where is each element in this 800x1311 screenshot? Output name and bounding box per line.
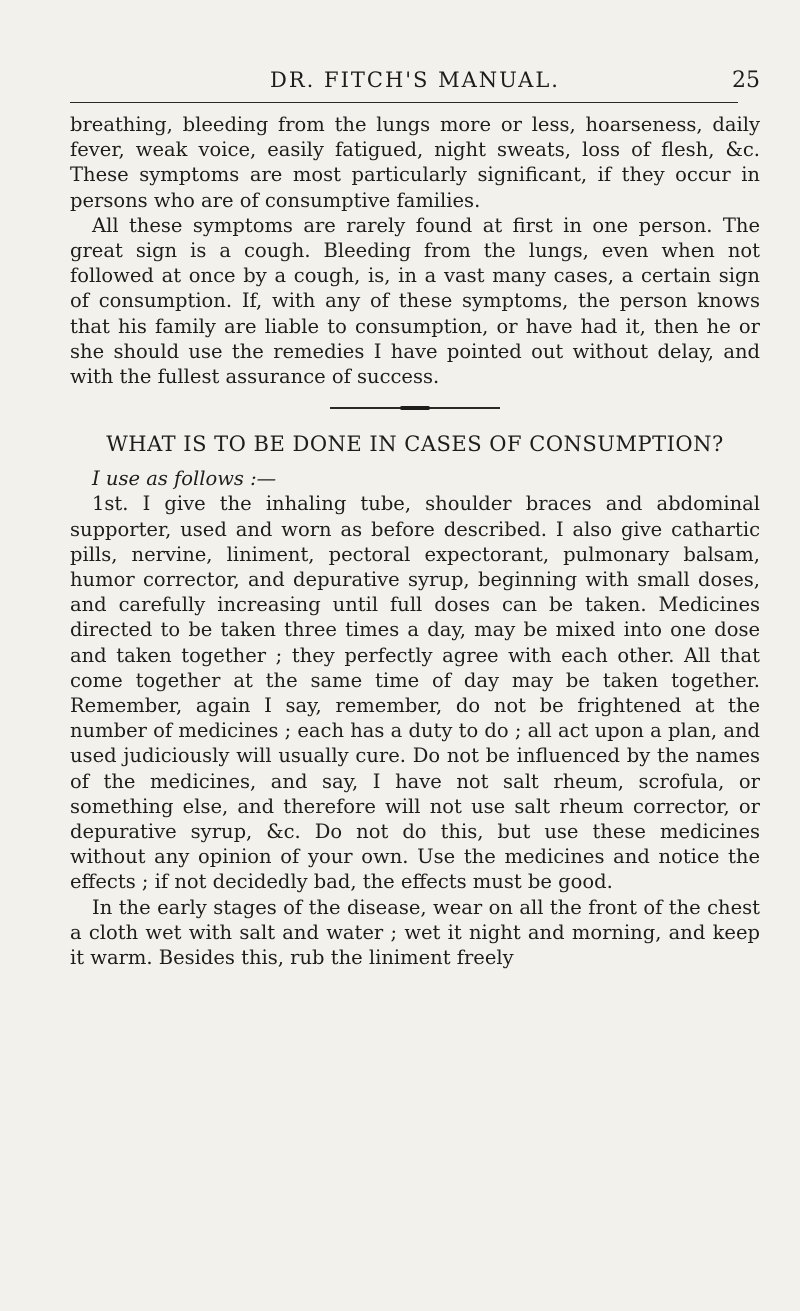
page-number: 25 [732,68,760,93]
section-lead: I use as follows :— [92,467,277,491]
header-rule [70,102,738,103]
book-page [70,0,760,1311]
section-divider [330,407,500,409]
paragraph: All these symptoms are rarely found at first in one person. The great sign is a cough. Bleeding from the lungs, even when not followed at once by a cough, is, in a vast many cases, a certain sign of consumption. If, with any of these symptoms, the person knows that his family are liable to consumption, or have had it, then he or she should use the remedies I have pointed out without delay, and with the fullest assurance of success. [70,213,760,389]
running-head [70,68,760,98]
paragraph: breathing, bleeding from the lungs more or less, hoarseness, daily fever, weak voice, easily fatigued, night sweats, loss of flesh, &c. These symptoms are most particularly significant, if they occur in persons who are of consumptive families. [70,113,760,212]
paragraph: In the early stages of the disease, wear on all the front of the chest a cloth wet with salt and water ; wet it night and morning, and keep it warm. Besides this, rub the liniment freely [70,895,760,970]
body-text [70,112,760,970]
running-title: DR. FITCH'S MANUAL. [270,68,560,92]
section-heading: WHAT IS TO BE DONE IN CASES OF CONSUMPTION? [106,432,724,457]
paragraph: 1st. I give the inhaling tube, shoulder braces and abdominal supporter, used and worn as before described. I also give cathartic pills, nervine, liniment, pectoral expectorant, pulmonary balsam, humor corrector, and depurative syrup, beginning with small doses, and carefully increasing until full doses can be taken. Medicines directed to be taken three times a day, may be mixed into one dose and taken together ; they perfectly agree with each other. All that come together at the same time of day may be taken together. Remember, again I say, remember, do not be frightened at the number of medicines ; each has a duty to do ; all act upon a plan, and used judiciously will usually cure. Do not be influenced by the names of the medicines, and say, I have not salt rheum, scrofula, or something else, and therefore will not use salt rheum corrector, or depurative syrup, &c. Do not do this, but use these medicines without any opinion of your own. Use the medicines and notice the effects ; if not decidedly bad, the effects must be good. [70,492,760,894]
